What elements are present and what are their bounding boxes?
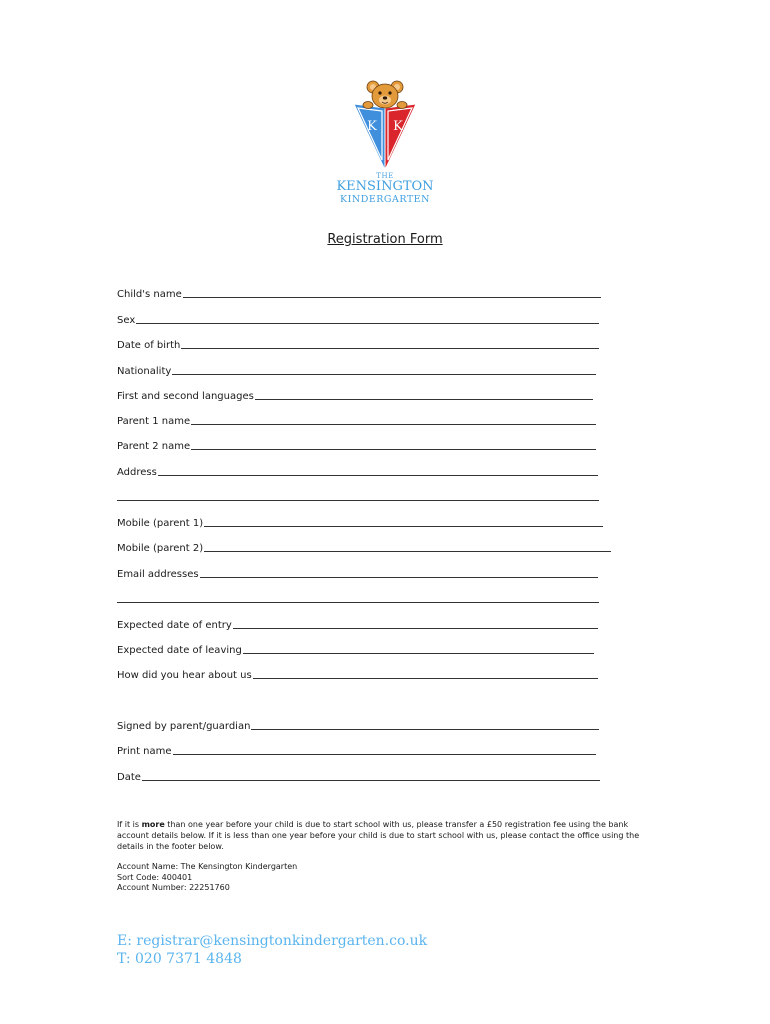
field-underline[interactable]: [117, 491, 599, 501]
form-field[interactable]: [117, 771, 600, 783]
field-label: How did you hear about us: [117, 670, 252, 681]
footer-contact: [117, 932, 427, 968]
field-underline[interactable]: [243, 644, 594, 654]
form-field[interactable]: [117, 390, 593, 402]
form-field[interactable]: [117, 720, 599, 732]
form-field[interactable]: [117, 644, 594, 656]
field-label: Expected date of entry: [117, 620, 232, 631]
field-underline[interactable]: [233, 619, 598, 629]
field-underline[interactable]: [173, 745, 596, 755]
field-label: Date: [117, 772, 141, 783]
field-underline[interactable]: [191, 415, 596, 425]
form-field[interactable]: [117, 288, 601, 300]
contact-phone: T: 020 7371 4848: [117, 951, 242, 967]
field-underline[interactable]: [183, 288, 601, 298]
form-field[interactable]: [117, 339, 599, 351]
field-label: Parent 2 name: [117, 441, 191, 452]
field-underline[interactable]: [158, 466, 598, 476]
field-underline[interactable]: [142, 771, 600, 781]
form-field[interactable]: [117, 669, 598, 681]
page-title: Registration Form: [327, 232, 443, 247]
form-field[interactable]: [117, 619, 598, 631]
field-underline[interactable]: [136, 314, 599, 324]
field-label: Expected date of leaving: [117, 645, 242, 656]
account-name: Account Name: The Kensington Kindergarten: [117, 862, 298, 871]
info-text-2: than one year before your child is due to start school with us, please transfer a £50 registration fee using the bank account details below. If it is less than one year before your child is due to start school with us, please contact the office using the details in the footer below.: [117, 820, 640, 851]
bank-account-details: [117, 862, 297, 894]
form-field[interactable]: [117, 314, 599, 326]
field-label: Print name: [117, 746, 172, 757]
field-underline[interactable]: [117, 593, 599, 603]
form-field[interactable]: [117, 568, 598, 580]
form-field[interactable]: [117, 440, 596, 452]
field-underline[interactable]: [172, 365, 596, 375]
field-underline[interactable]: [204, 542, 611, 552]
form-field[interactable]: [117, 542, 611, 554]
account-number: Account Number: 22251760: [117, 883, 230, 892]
form-field[interactable]: [117, 491, 599, 503]
field-underline[interactable]: [191, 440, 596, 450]
form-field[interactable]: [117, 466, 598, 478]
monogram-left: K: [367, 119, 377, 134]
field-underline[interactable]: [255, 390, 593, 400]
registration-fee-info: [117, 819, 657, 852]
field-label: Parent 1 name: [117, 416, 191, 427]
field-underline[interactable]: [181, 339, 599, 349]
form-field[interactable]: [117, 517, 603, 529]
logo-subtitle: KINDERGARTEN: [340, 194, 430, 205]
field-label: Child's name: [117, 289, 182, 300]
field-label: Sex: [117, 315, 136, 326]
logo-name: KENSINGTON: [336, 179, 434, 194]
field-label: Email addresses: [117, 569, 199, 580]
field-label: Mobile (parent 2): [117, 543, 204, 554]
form-field[interactable]: [117, 745, 596, 757]
field-underline[interactable]: [200, 568, 598, 578]
field-label: Mobile (parent 1): [117, 518, 204, 529]
monogram-right: K: [393, 119, 403, 134]
field-label: Nationality: [117, 366, 172, 377]
field-underline[interactable]: [253, 669, 598, 679]
info-text-bold: more: [141, 820, 165, 829]
field-label: Address: [117, 467, 157, 478]
bear-shield-icon: [352, 78, 418, 174]
field-label: Date of birth: [117, 340, 181, 351]
contact-email: E: registrar@kensingtonkindergarten.co.uk: [117, 933, 428, 949]
info-text-1: If it is: [117, 820, 142, 829]
field-underline[interactable]: [204, 517, 603, 527]
kensington-logo: [330, 78, 440, 208]
form-field[interactable]: [117, 593, 599, 605]
form-field[interactable]: [117, 415, 596, 427]
logo-the: THE: [376, 172, 394, 180]
sort-code: Sort Code: 400401: [117, 872, 193, 882]
field-label: Signed by parent/guardian: [117, 721, 251, 732]
form-field[interactable]: [117, 365, 596, 377]
field-underline[interactable]: [251, 720, 599, 730]
field-label: First and second languages: [117, 391, 254, 402]
